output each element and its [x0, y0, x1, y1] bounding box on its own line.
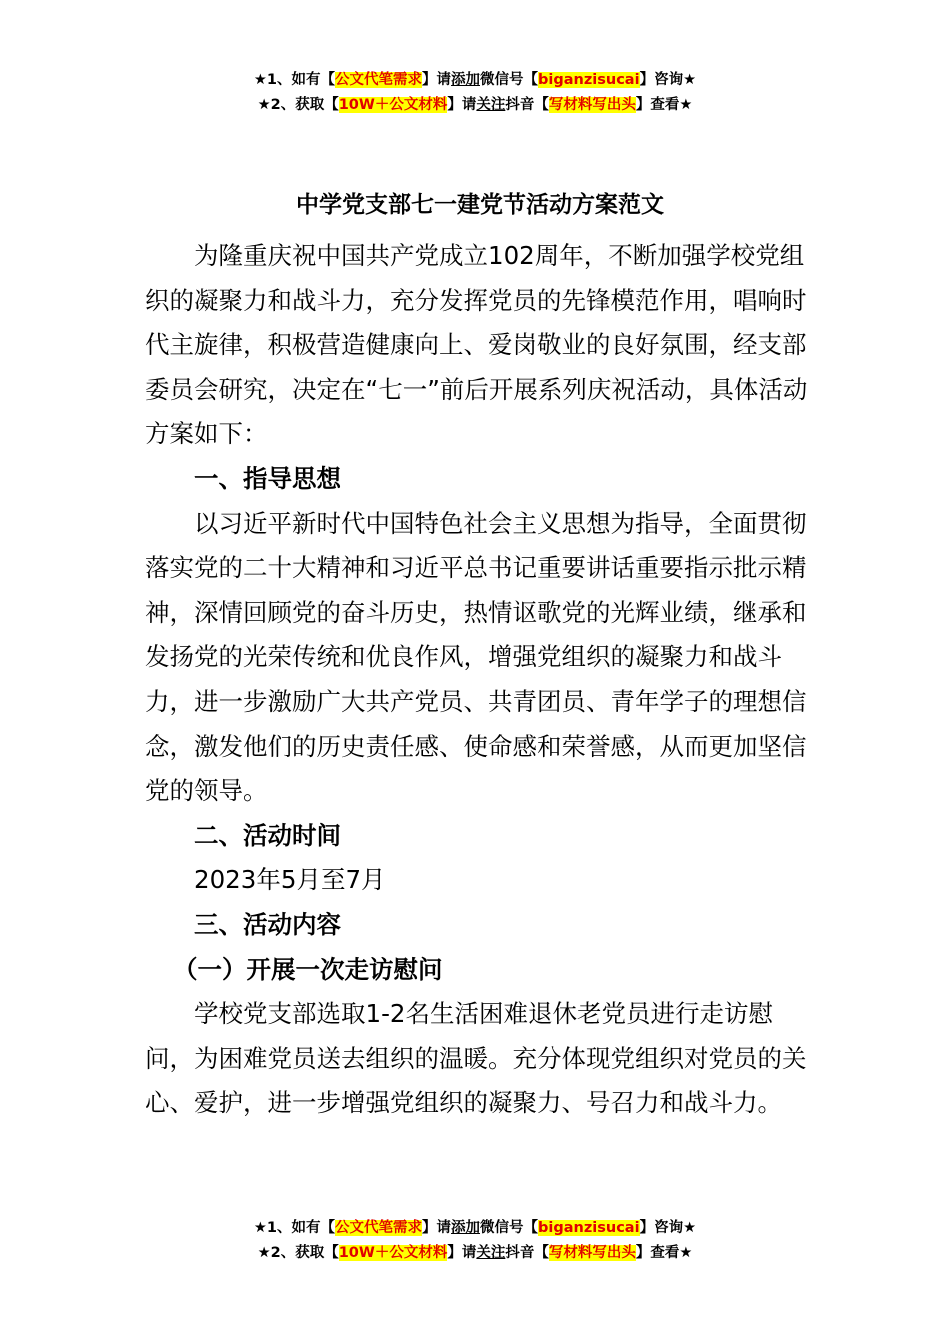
banner-text: 】请 — [447, 1245, 477, 1261]
banner-text: 】请 — [447, 97, 477, 113]
header-banner — [0, 68, 950, 118]
banner-line-2 — [0, 93, 950, 118]
banner-text: ★1、如有【 — [253, 1220, 336, 1236]
banner-text: 】请 — [422, 1220, 452, 1236]
section-1-heading: 一、指导思想 — [194, 463, 341, 493]
section-3-subheading-1: （一）开展一次走访慰问 — [173, 954, 443, 984]
banner-highlight: 10W＋公文材料 — [338, 97, 448, 113]
section-1-paragraph: 以习近平新时代中国特色社会主义思想为指导，全面贯彻落实党的二十大精神和习近平总书记重要讲话重要指示批示精神，深情回顾党的奋斗历史，热情讴歌党的光辉业绩，继承和发扬党的光荣传统和优良作风，增强党组织的凝聚力和战斗力，进一步激励广大共产党员、共青团员、青年学子的理想信念，激发他们的历史责任感、使命感和荣誉感，从而更加坚信党的领导。 — [145, 508, 807, 806]
banner-highlight: 公文代笔需求 — [335, 1220, 423, 1236]
footer-banner — [0, 1216, 950, 1266]
section-3-heading: 三、活动内容 — [194, 909, 341, 939]
banner-text: 抖音【 — [505, 1245, 549, 1261]
banner-underlined: 添加 — [451, 72, 481, 88]
section-2-paragraph: 2023年5月至7月 — [194, 865, 386, 895]
banner-underlined: 关注 — [476, 97, 506, 113]
banner-text: 微信号【 — [480, 1220, 539, 1236]
banner-text: ★2、获取【 — [257, 1245, 339, 1261]
section-3-subparagraph-1: 学校党支部选取1-2名生活困难退休老党员进行走访慰问，为困难党员送去组织的温暖。充分体现党组织对党员的关心、爱护，进一步增强党组织的凝聚力、号召力和战斗力。 — [145, 999, 807, 1118]
banner-line-1 — [0, 68, 950, 93]
section-2-heading: 二、活动时间 — [194, 820, 341, 850]
intro-paragraph: 为隆重庆祝中国共产党成立102周年，不断加强学校党组织的凝聚力和战斗力，充分发挥党员的先锋模范作用，唱响时代主旋律，积极营造健康向上、爱岗敬业的良好氛围，经支部委员会研究，决定在“七一”前后开展系列庆祝活动，具体活动方案如下： — [145, 241, 808, 449]
document-body — [145, 190, 815, 1126]
banner-text: 】查看★ — [635, 1245, 693, 1261]
banner-line-2 — [0, 1241, 950, 1266]
banner-highlight-wechat: biganzisucai — [538, 1220, 640, 1236]
banner-text: 】咨询★ — [639, 72, 697, 88]
banner-highlight-douyin: 写材料写出头 — [548, 97, 636, 113]
banner-highlight-wechat: biganzisucai — [538, 72, 640, 88]
banner-line-1 — [0, 1216, 950, 1241]
banner-text: 微信号【 — [480, 72, 539, 88]
banner-underlined: 关注 — [476, 1245, 506, 1261]
banner-text: 抖音【 — [505, 97, 549, 113]
document-title: 中学党支部七一建党节活动方案范文 — [296, 192, 664, 218]
banner-underlined: 添加 — [451, 1220, 481, 1236]
banner-text: ★1、如有【 — [253, 72, 336, 88]
banner-text: 】查看★ — [635, 97, 693, 113]
banner-highlight: 10W＋公文材料 — [338, 1245, 448, 1261]
banner-text: 】咨询★ — [639, 1220, 697, 1236]
banner-highlight: 公文代笔需求 — [335, 72, 423, 88]
banner-highlight-douyin: 写材料写出头 — [548, 1245, 636, 1261]
banner-text: ★2、获取【 — [257, 97, 339, 113]
banner-text: 】请 — [422, 72, 452, 88]
